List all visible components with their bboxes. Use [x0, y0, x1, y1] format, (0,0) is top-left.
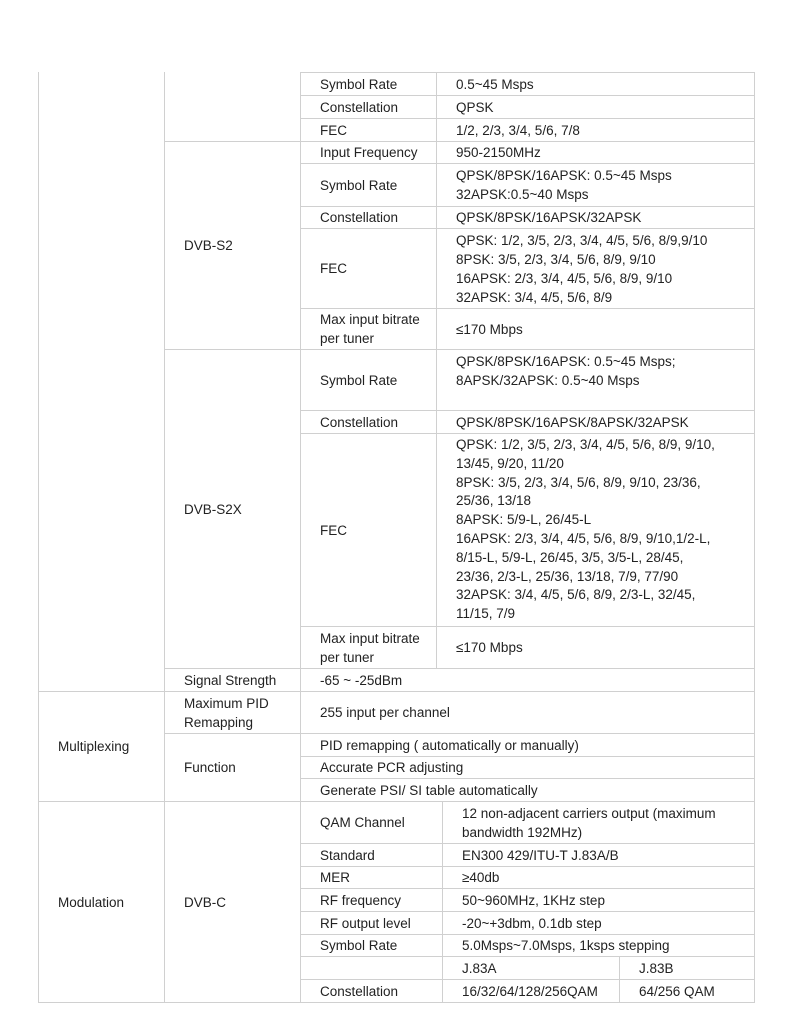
param-value: QPSK: 1/2, 3/5, 2/3, 3/4, 4/5, 5/6, 8/9,9/10 8PSK: 3/5, 2/3, 3/4, 5/6, 8/9, 9/10 16APSK: 2/3, 3/4, 4/5, 5/6, 8/9, 9/10 32APSK: 3/4, 4/5, 5/6, 8/9 [436, 228, 755, 309]
j83a-header: J.83A [442, 956, 621, 980]
j83b-header: J.83B [619, 956, 755, 980]
standard-cell-dvbs2: DVB-S2 [164, 141, 302, 350]
j83a-constellation: 16/32/64/128/256QAM [442, 979, 621, 1003]
param-label: Maximum PID Remapping [164, 691, 302, 734]
param-value: QPSK/8PSK/16APSK/32APSK [436, 206, 755, 229]
param-value: EN300 429/ITU-T J.83A/B [442, 843, 755, 867]
param-label: Standard [300, 843, 444, 867]
param-label: RF output level [300, 911, 444, 935]
param-label: Constellation [300, 979, 444, 1003]
param-label: FEC [300, 433, 438, 627]
param-label: Symbol Rate [300, 72, 438, 96]
param-value: 5.0Msps~7.0Msps, 1ksps stepping [442, 934, 755, 957]
param-value: 255 input per channel [300, 691, 755, 734]
param-label: Symbol Rate [300, 934, 444, 957]
param-label: Max input bitrate per tuner [300, 308, 438, 350]
function-item: PID remapping ( automatically or manually) [300, 733, 755, 757]
category-cell-demodulation [38, 72, 166, 692]
param-value: 50~960MHz, 1KHz step [442, 888, 755, 912]
param-label: QAM Channel [300, 801, 444, 844]
category-cell-multiplexing: Multiplexing [38, 691, 166, 802]
param-value: QPSK/8PSK/16APSK: 0.5~45 Msps 32APSK:0.5~40 Msps [436, 163, 755, 207]
param-label: Max input bitrate per tuner [300, 626, 438, 669]
function-item: Generate PSI/ SI table automatically [300, 778, 755, 802]
param-label: RF frequency [300, 888, 444, 912]
j83b-constellation: 64/256 QAM [619, 979, 755, 1003]
param-value: ≤170 Mbps [436, 626, 755, 669]
param-value: QPSK/8PSK/16APSK: 0.5~45 Msps; 8APSK/32APSK: 0.5~40 Msps [436, 349, 755, 411]
param-label: FEC [300, 118, 438, 142]
category-cell-modulation: Modulation [38, 801, 166, 1003]
param-label: MER [300, 866, 444, 889]
param-label: Constellation [300, 410, 438, 434]
standard-cell-dvbs2x: DVB-S2X [164, 349, 302, 669]
param-label: Input Frequency [300, 141, 438, 164]
param-label: Function [164, 733, 302, 802]
param-label: Signal Strength [164, 668, 302, 692]
param-label: Constellation [300, 206, 438, 229]
param-value: 1/2, 2/3, 3/4, 5/6, 7/8 [436, 118, 755, 142]
param-label: Constellation [300, 95, 438, 119]
param-value: 950-2150MHz [436, 141, 755, 164]
function-item: Accurate PCR adjusting [300, 756, 755, 779]
param-value: 0.5~45 Msps [436, 72, 755, 96]
param-label: Symbol Rate [300, 349, 438, 411]
blank-label-cell [300, 956, 444, 980]
param-label: FEC [300, 228, 438, 309]
standard-cell-dvbc: DVB-C [164, 801, 302, 1003]
param-value: QPSK/8PSK/16APSK/8APSK/32APSK [436, 410, 755, 434]
param-value: 12 non-adjacent carriers output (maximum bandwidth 192MHz) [442, 801, 755, 844]
param-value: ≤170 Mbps [436, 308, 755, 350]
standard-cell-dvbs [164, 72, 302, 142]
param-label: Symbol Rate [300, 163, 438, 207]
param-value: QPSK [436, 95, 755, 119]
param-value: ≥40db [442, 866, 755, 889]
param-value: QPSK: 1/2, 3/5, 2/3, 3/4, 4/5, 5/6, 8/9, 9/10, 13/45, 9/20, 11/20 8PSK: 3/5, 2/3, 3/4, 5/6, 8/9, 9/10, 23/36, 25/36, 13/18 8APSK: 5/9-L, 26/45-L 16APSK: 2/3, 3/4, 4/5, 5/6, 8/9, 9/10,1/2-L, 8/15-L, 5/9-L, 26/45, 3/5, 3/5-L, 28/45, 23/36, 2/3-L, 25/36, 13/18, 7/9, 77/90 32APSK: 3/4, 4/5, 5/6, 8/9, 2/3-L, 32/45, 11/15, 7/9 [436, 433, 755, 627]
param-value: -65 ~ -25dBm [300, 668, 755, 692]
param-value: -20~+3dbm, 0.1db step [442, 911, 755, 935]
